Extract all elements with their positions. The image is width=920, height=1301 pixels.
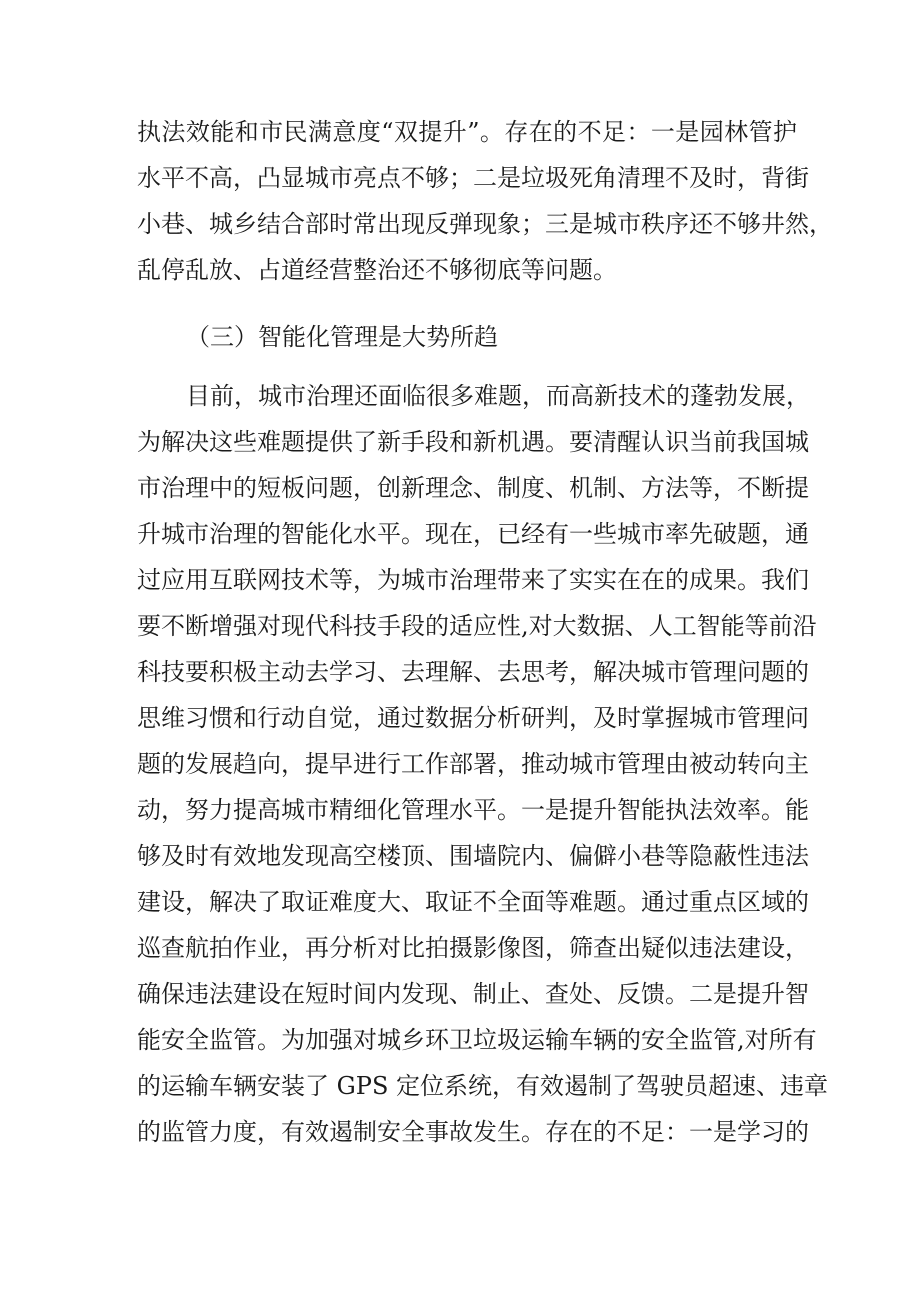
paragraph-2-line-12: 建设，解决了取证难度大、取证不全面等难题。通过重点区域的 bbox=[137, 888, 809, 916]
paragraph-2-line-3: 市治理中的短板问题，创新理念、制度、机制、方法等，不断提 bbox=[137, 474, 809, 502]
paragraph-2-line-13: 巡查航拍作业，再分析对比拍摄影像图，筛查出疑似违法建设， bbox=[137, 934, 809, 962]
paragraph-1-line-3: 小巷、城乡结合部时常出现反弹现象；三是城市秩序还不够井然， bbox=[137, 210, 833, 238]
paragraph-2-line-17: 的监管力度，有效遏制安全事故发生。存在的不足：一是学习的 bbox=[137, 1118, 809, 1146]
paragraph-2-line-10: 动，努力提高城市精细化管理水平。一是提升智能执法效率。能 bbox=[137, 796, 809, 824]
paragraph-1-line-4: 乱停乱放、占道经营整治还不够彻底等问题。 bbox=[137, 256, 617, 284]
paragraph-2-line-15: 能安全监管。为加强对城乡环卫垃圾运输车辆的安全监管,对所有 bbox=[137, 1026, 817, 1054]
paragraph-2-line-7: 科技要积极主动去学习、去理解、去思考，解决城市管理问题的 bbox=[137, 658, 809, 686]
paragraph-2-line-16: 的运输车辆安装了 GPS 定位系统，有效遏制了驾驶员超速、违章 bbox=[137, 1072, 829, 1100]
paragraph-2-line-6: 要不断增强对现代科技手段的适应性,对大数据、人工智能等前沿 bbox=[137, 612, 817, 640]
paragraph-2-line-8: 思维习惯和行动自觉，通过数据分析研判，及时掌握城市管理问 bbox=[137, 704, 809, 732]
paragraph-1-line-1: 执法效能和市民满意度“双提升”。存在的不足：一是园林管护 bbox=[137, 118, 797, 146]
paragraph-2-line-4: 升城市治理的智能化水平。现在，已经有一些城市率先破题，通 bbox=[137, 520, 809, 548]
paragraph-2-line-14: 确保违法建设在短时间内发现、制止、查处、反馈。二是提升智 bbox=[137, 980, 809, 1008]
paragraph-2-line-11: 够及时有效地发现高空楼顶、围墙院内、偏僻小巷等隐蔽性违法 bbox=[137, 842, 809, 870]
paragraph-2-line-1: 目前，城市治理还面临很多难题，而高新技术的蓬勃发展， bbox=[186, 382, 810, 410]
paragraph-1-line-2: 水平不高，凸显城市亮点不够；二是垃圾死角清理不及时，背街 bbox=[137, 164, 809, 192]
paragraph-2-line-2: 为解决这些难题提供了新手段和新机遇。要清醒认识当前我国城 bbox=[137, 428, 809, 456]
paragraph-2-line-5: 过应用互联网技术等，为城市治理带来了实实在在的成果。我们 bbox=[137, 566, 809, 594]
section-heading: （三）智能化管理是大势所趋 bbox=[186, 323, 498, 351]
paragraph-2-line-9: 题的发展趋向，提早进行工作部署，推动城市管理由被动转向主 bbox=[137, 750, 809, 778]
